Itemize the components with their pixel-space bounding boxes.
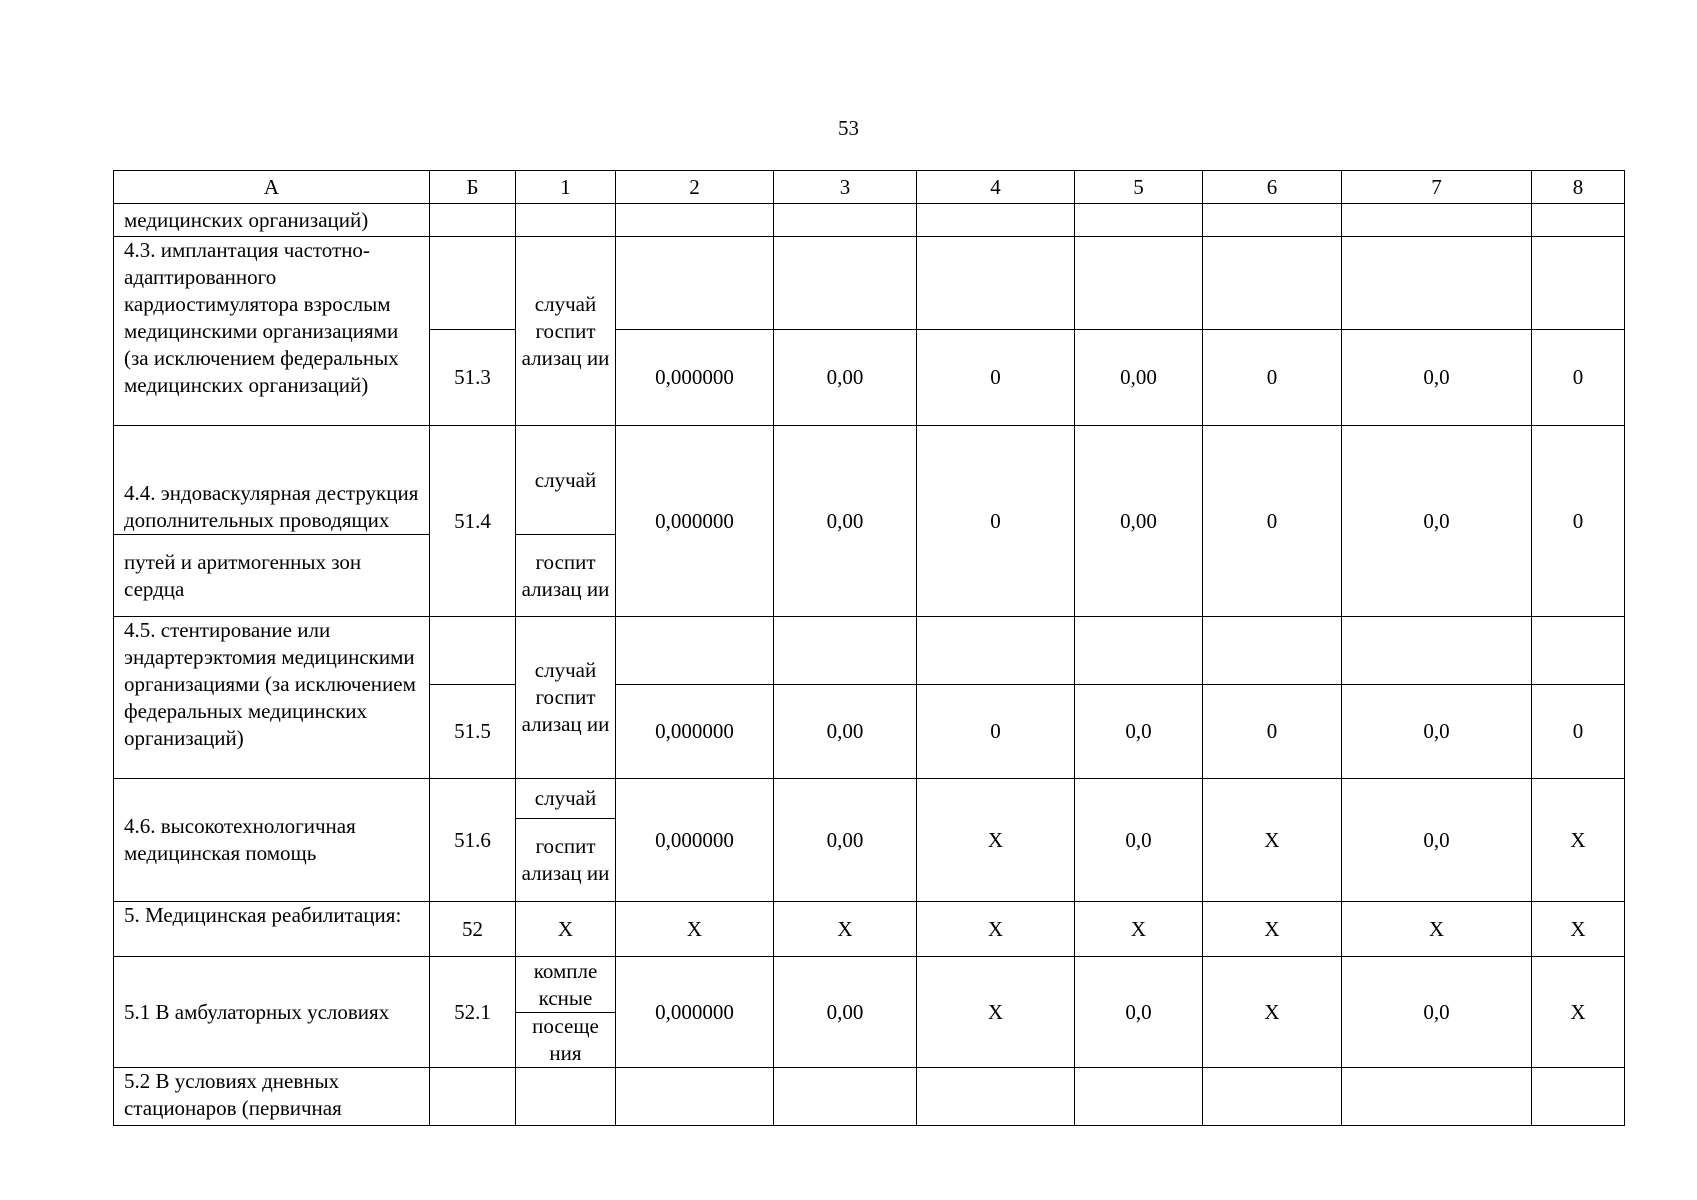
row-label: медицинских организаций) [114, 204, 430, 237]
empty-cell [774, 204, 917, 237]
value-cell: 0 [1532, 330, 1625, 426]
empty-cell [1342, 237, 1532, 330]
empty-cell [917, 1068, 1075, 1126]
empty-cell [1203, 237, 1342, 330]
empty-cell [1342, 204, 1532, 237]
value-cell: 0,0 [1075, 957, 1203, 1068]
header-cell: Б [430, 171, 516, 204]
unit-cell: случай [516, 426, 616, 535]
header-cell: 4 [917, 171, 1075, 204]
value-cell: 0,0 [1342, 779, 1532, 902]
empty-cell [774, 237, 917, 330]
table-row [114, 902, 1625, 957]
empty-cell [1203, 204, 1342, 237]
value-cell: 0 [1532, 685, 1625, 779]
value-cell: 0 [1532, 426, 1625, 617]
table-row [114, 237, 1625, 330]
empty-cell [1075, 1068, 1203, 1126]
value-cell: 0,00 [774, 330, 917, 426]
value-cell: 0,0 [1342, 685, 1532, 779]
value-cell: Х [516, 902, 616, 957]
header-cell: 8 [1532, 171, 1625, 204]
header-cell: 5 [1075, 171, 1203, 204]
value-cell: 0 [917, 685, 1075, 779]
value-cell: 0,00 [1075, 426, 1203, 617]
value-cell: Х [917, 957, 1075, 1068]
empty-cell [616, 204, 774, 237]
row-label: путей и аритмогенных зон сердца [114, 535, 430, 617]
unit-cell: компле ксные [516, 957, 616, 1013]
value-cell: Х [1342, 902, 1532, 957]
empty-cell [774, 1068, 917, 1126]
table-row [114, 957, 1625, 1013]
unit-cell: посеще ния [516, 1013, 616, 1068]
empty-cell [917, 204, 1075, 237]
value-cell: Х [616, 902, 774, 957]
empty-cell [1203, 1068, 1342, 1126]
row-label: 5. Медицинская реабилитация: [114, 902, 430, 957]
row-label: 4.6. высокотехнологичная медицинская помощь [114, 779, 430, 902]
value-cell: 0,000000 [616, 685, 774, 779]
unit-cell: госпит ализац ии [516, 819, 616, 902]
header-cell: 1 [516, 171, 616, 204]
empty-cell [430, 1068, 516, 1126]
empty-cell [516, 204, 616, 237]
value-cell: 0 [917, 426, 1075, 617]
table-row [114, 1068, 1625, 1126]
value-cell: 0,00 [774, 685, 917, 779]
empty-cell [616, 1068, 774, 1126]
empty-cell [774, 617, 917, 685]
empty-cell [1532, 617, 1625, 685]
unit-cell: случай [516, 779, 616, 819]
empty-cell [1203, 617, 1342, 685]
value-cell: Х [774, 902, 917, 957]
empty-cell [917, 237, 1075, 330]
code-cell: 52.1 [430, 957, 516, 1068]
value-cell: 0,0 [1342, 957, 1532, 1068]
code-cell: 51.6 [430, 779, 516, 902]
value-cell: 0,000000 [616, 957, 774, 1068]
value-cell: 0,0 [1075, 779, 1203, 902]
value-cell: 0,0 [1342, 426, 1532, 617]
value-cell: Х [1075, 902, 1203, 957]
empty-cell [1532, 237, 1625, 330]
empty-cell [616, 237, 774, 330]
page-number: 53 [838, 116, 859, 140]
header-cell: 2 [616, 171, 774, 204]
empty-cell [1342, 617, 1532, 685]
empty-cell [430, 617, 516, 685]
header-cell: 3 [774, 171, 917, 204]
value-cell: Х [1203, 957, 1342, 1068]
value-cell: 0,000000 [616, 330, 774, 426]
row-label: 5.2 В условиях дневных стационаров (первичная [114, 1068, 430, 1126]
value-cell: 0,000000 [616, 779, 774, 902]
empty-cell [1342, 1068, 1532, 1126]
empty-cell [516, 1068, 616, 1126]
value-cell: 0,000000 [616, 426, 774, 617]
value-cell: 0 [1203, 330, 1342, 426]
empty-cell [1532, 204, 1625, 237]
table-header-row [114, 171, 1625, 204]
empty-cell [1075, 617, 1203, 685]
value-cell: Х [1532, 957, 1625, 1068]
code-cell: 51.4 [430, 426, 516, 617]
empty-cell [917, 617, 1075, 685]
table-row [114, 779, 1625, 819]
unit-cell: госпит ализац ии [516, 535, 616, 617]
table-row [114, 204, 1625, 237]
value-cell: 0 [1203, 426, 1342, 617]
value-cell: Х [1203, 779, 1342, 902]
value-cell: 0,0 [1075, 685, 1203, 779]
row-label: 4.4. эндоваскулярная деструкция дополнительных проводящих [114, 426, 430, 535]
header-cell: А [114, 171, 430, 204]
value-cell: 0,00 [774, 426, 917, 617]
row-label: 4.5. стентирование или эндартерэктомия медицинскими организациями (за исключением федеральных медицинских организаций) [114, 617, 430, 779]
value-cell: 0 [1203, 685, 1342, 779]
value-cell: 0,0 [1342, 330, 1532, 426]
value-cell: Х [1532, 779, 1625, 902]
value-cell: 0,00 [774, 779, 917, 902]
table-row [114, 617, 1625, 685]
header-cell: 6 [1203, 171, 1342, 204]
value-cell: Х [1203, 902, 1342, 957]
table-row [114, 426, 1625, 535]
code-cell: 51.5 [430, 685, 516, 779]
unit-cell: случай госпит ализац ии [516, 237, 616, 426]
empty-cell [430, 237, 516, 330]
value-cell: 0 [917, 330, 1075, 426]
value-cell: Х [917, 779, 1075, 902]
value-cell: 0,00 [1075, 330, 1203, 426]
empty-cell [616, 617, 774, 685]
row-label: 5.1 В амбулаторных условиях [114, 957, 430, 1068]
value-cell: Х [1532, 902, 1625, 957]
empty-cell [1075, 204, 1203, 237]
row-label: 4.3. имплантация частотно-адаптированного кардиостимулятора взрослым медицинскими организациями (за исключением федеральных медицинских организаций) [114, 237, 430, 426]
code-cell: 52 [430, 902, 516, 957]
header-cell: 7 [1342, 171, 1532, 204]
value-cell: Х [917, 902, 1075, 957]
value-cell: 0,00 [774, 957, 917, 1068]
code-cell: 51.3 [430, 330, 516, 426]
unit-cell: случай госпит ализац ии [516, 617, 616, 779]
empty-cell [430, 204, 516, 237]
empty-cell [1532, 1068, 1625, 1126]
data-table [113, 170, 1625, 1126]
empty-cell [1075, 237, 1203, 330]
